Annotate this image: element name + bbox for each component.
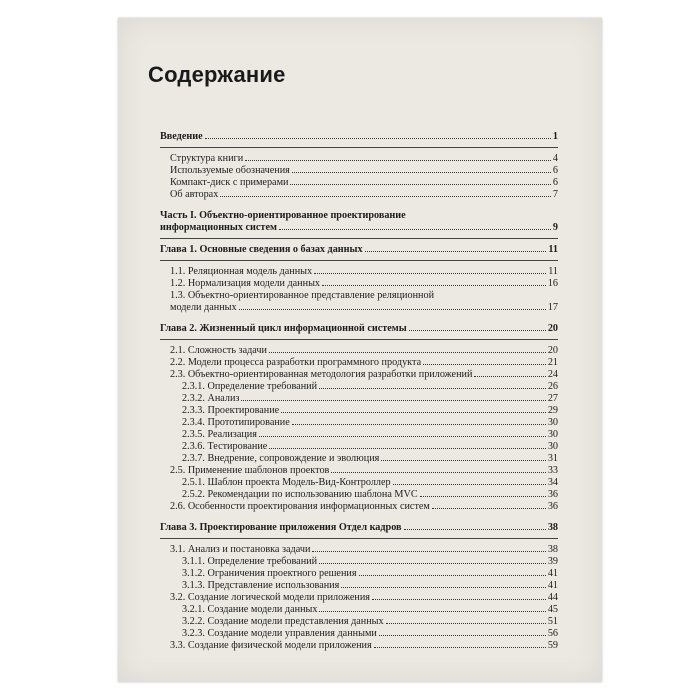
toc-entry: 2.5. Применение шаблонов проектов 33 bbox=[170, 465, 558, 476]
toc-entry-chapter-2: Глава 2. Жизненный цикл информационной системы 20 bbox=[160, 323, 558, 334]
toc-entry: 3.1.2. Ограничения проектного решения 41 bbox=[182, 568, 558, 579]
toc-entry: 2.2. Модели процесса разработки программного продукта 21 bbox=[170, 357, 558, 368]
toc-entry: 2.3. Объектно-ориентированная методология разработки приложений 24 bbox=[170, 369, 558, 380]
toc-entry: 2.3.4. Прототипирование 30 bbox=[182, 417, 558, 428]
toc-entry: 2.5.2. Рекомендации по использованию шаблона MVC 36 bbox=[182, 489, 558, 500]
toc-entry: 2.5.1. Шаблон проекта Модель-Вид-Контроллер 34 bbox=[182, 477, 558, 488]
toc-entry-chapter-1: Глава 1. Основные сведения о базах данных 11 bbox=[160, 244, 558, 255]
toc-entry: 3.1.1. Определение требований 39 bbox=[182, 556, 558, 567]
toc-entry: Компакт-диск с примерами 6 bbox=[170, 177, 558, 188]
toc-entry: 2.3.1. Определение требований 26 bbox=[182, 381, 558, 392]
toc-entry-intro: Введение 1 bbox=[160, 131, 558, 142]
divider bbox=[160, 238, 558, 239]
toc-entry: 2.3.2. Анализ 27 bbox=[182, 393, 558, 404]
toc-entry: 2.3.5. Реализация 30 bbox=[182, 429, 558, 440]
divider bbox=[160, 538, 558, 539]
toc-entry: Об авторах 7 bbox=[170, 189, 558, 200]
toc-entry: 3.2. Создание логической модели приложения 44 bbox=[170, 592, 558, 603]
toc-entry: 1.3. Объектно-ориентированное представление реляционной модели данных 17 bbox=[170, 290, 558, 313]
toc-entry: 1.1. Реляционная модель данных 11 bbox=[170, 266, 558, 277]
toc-entry-chapter-3: Глава 3. Проектирование приложения Отдел кадров 38 bbox=[160, 522, 558, 533]
page-title: Содержание bbox=[148, 62, 286, 87]
toc-entry: Используемые обозначения 6 bbox=[170, 165, 558, 176]
toc-entry: 3.2.1. Создание модели данных 45 bbox=[182, 604, 558, 615]
divider bbox=[160, 147, 558, 148]
toc-entry: 3.1.3. Представление использования 41 bbox=[182, 580, 558, 591]
toc-entry: 3.2.2. Создание модели представления данных 51 bbox=[182, 616, 558, 627]
book-page bbox=[118, 18, 602, 682]
toc-entry: 2.3.7. Внедрение, сопровождение и эволюция 31 bbox=[182, 453, 558, 464]
toc-entry-part-1: Часть I. Объектно-ориентированное проектирование информационных систем 9 bbox=[160, 210, 558, 233]
toc-entry: 3.1. Анализ и постановка задачи 38 bbox=[170, 544, 558, 555]
toc-entry: Структура книги 4 bbox=[170, 153, 558, 164]
table-of-contents bbox=[160, 131, 558, 652]
toc-entry: 2.1. Сложность задачи 20 bbox=[170, 345, 558, 356]
toc-entry: 1.2. Нормализация модели данных 16 bbox=[170, 278, 558, 289]
toc-entry: 2.6. Особенности проектирования информационных систем 36 bbox=[170, 501, 558, 512]
toc-entry: 2.3.3. Проектирование 29 bbox=[182, 405, 558, 416]
toc-entry: 2.3.6. Тестирование 30 bbox=[182, 441, 558, 452]
divider bbox=[160, 339, 558, 340]
toc-entry: 3.3. Создание физической модели приложения 59 bbox=[170, 640, 558, 651]
divider bbox=[160, 260, 558, 261]
toc-entry: 3.2.3. Создание модели управления данными 56 bbox=[182, 628, 558, 639]
